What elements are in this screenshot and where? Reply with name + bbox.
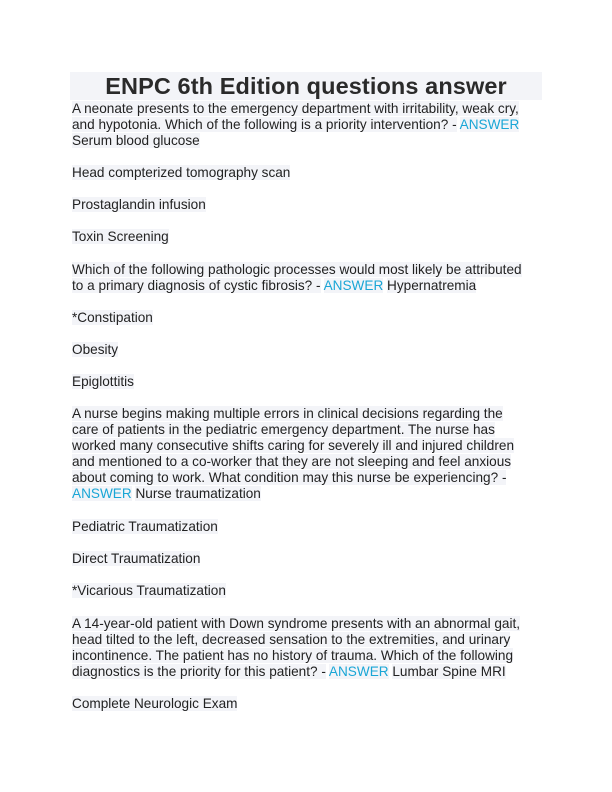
question-3: [72, 406, 544, 502]
question-text-line: A nurse begins making multiple errors in clinical decisions regarding the: [72, 406, 503, 421]
answer-marker: ANSWER: [323, 278, 384, 293]
answer-text: Hypernatremia: [387, 278, 477, 293]
option-text: Obesity: [72, 342, 119, 357]
question-text-line: diagnostics is the priority for this patient? -: [72, 664, 326, 679]
question-text-line: to a primary diagnosis of cystic fibrosis? -: [72, 278, 321, 293]
question-text-line: head tilted to the left, decreased sensation to the extremities, and urinary: [72, 632, 511, 647]
question-4: [72, 616, 544, 680]
answer-marker: ANSWER: [459, 117, 520, 132]
option-text: Toxin Screening: [72, 229, 169, 244]
option-text: Pediatric Traumatization: [72, 519, 218, 534]
option-line: [72, 551, 544, 567]
answer-text: Nurse traumatization: [135, 486, 261, 501]
question-text-line: care of patients in the pediatric emergency department. The nurse has: [72, 422, 495, 437]
option-line: [72, 197, 544, 213]
option-line: [72, 342, 544, 358]
option-text: Complete Neurologic Exam: [72, 696, 238, 711]
answer-marker: ANSWER: [328, 664, 389, 679]
question-text-line: incontinence. The patient has no history of trauma. Which of the following: [72, 648, 514, 663]
option-text: Epiglottitis: [72, 374, 134, 389]
question-text-line: about coming to work. What condition may this nurse be experiencing? -: [72, 470, 507, 485]
option-line: [72, 696, 544, 712]
option-text: *Constipation: [72, 310, 153, 325]
question-1: [72, 101, 544, 149]
option-text: *Vicarious Traumatization: [72, 583, 226, 598]
question-text-line: Which of the following pathologic processes would most likely be attributed: [72, 262, 522, 277]
question-text-line: A neonate presents to the emergency department with irritability, weak cry,: [72, 101, 519, 116]
option-line: [72, 310, 544, 326]
answer-text: Serum blood glucose: [72, 133, 200, 148]
option-line: [72, 229, 544, 245]
answer-text: Lumbar Spine MRI: [392, 664, 506, 679]
option-text: Prostaglandin infusion: [72, 197, 206, 212]
option-line: [72, 519, 544, 535]
answer-marker: ANSWER: [72, 486, 132, 501]
option-line: [72, 374, 544, 390]
question-text-line: and mentioned to a co-worker that they are not sleeping and feel anxious: [72, 454, 512, 469]
question-text-line: and hypotonia. Which of the following is a priority intervention? -: [72, 117, 457, 132]
question-2: [72, 262, 544, 294]
page-title: ENPC 6th Edition questions answer: [70, 72, 542, 100]
option-line: [72, 165, 544, 181]
question-text-line: worked many consecutive shifts caring for severely ill and injured children: [72, 438, 515, 453]
question-text-line: A 14-year-old patient with Down syndrome presents with an abnormal gait,: [72, 616, 521, 631]
option-line: [72, 583, 544, 599]
option-text: Head compterized tomography scan: [72, 165, 291, 180]
option-text: Direct Traumatization: [72, 551, 201, 566]
